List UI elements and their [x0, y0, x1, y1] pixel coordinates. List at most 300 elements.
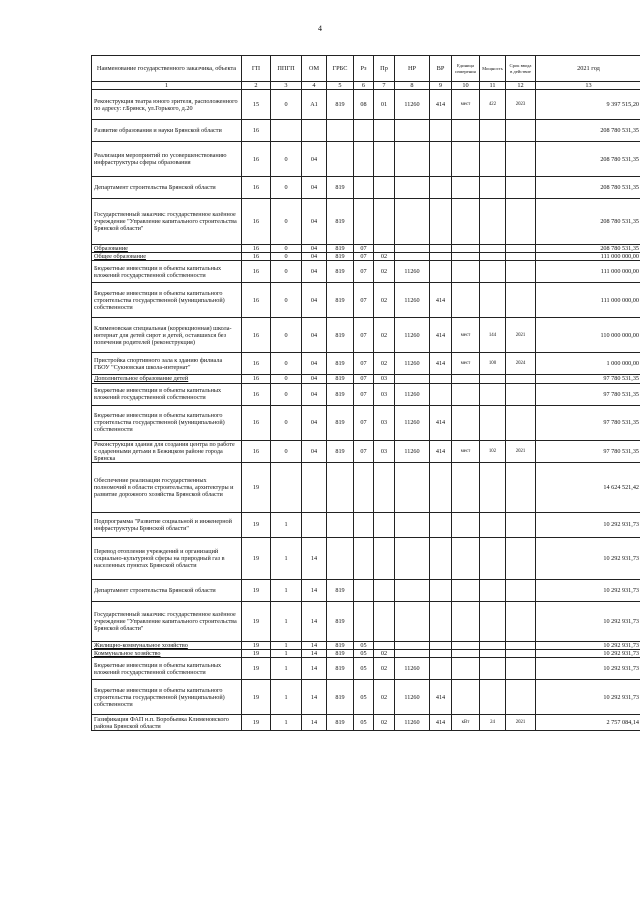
grbs-cell: 819: [327, 680, 354, 715]
gp-cell: 19: [242, 579, 271, 601]
rz-cell: [354, 579, 374, 601]
sum-cell: 208 780 531,35: [536, 245, 640, 253]
power-cell: [480, 579, 506, 601]
table-row: [92, 650, 640, 658]
vr-cell: [430, 245, 452, 253]
unit-cell: [452, 120, 480, 142]
power-cell: [480, 120, 506, 142]
header-cell: ВР: [430, 56, 452, 82]
power-cell: [480, 199, 506, 245]
ppgp-cell: 0: [271, 318, 302, 353]
unit-cell: [452, 601, 480, 641]
header-cell: ППГП: [271, 56, 302, 82]
vr-cell: [430, 537, 452, 579]
nr-cell: 11260: [395, 318, 430, 353]
pr-cell: [374, 199, 395, 245]
om-cell: 04: [302, 177, 327, 199]
om-cell: 04: [302, 199, 327, 245]
header-cell: ГП: [242, 56, 271, 82]
table-body: [92, 90, 640, 731]
vr-cell: 414: [430, 405, 452, 440]
ppgp-cell: 1: [271, 579, 302, 601]
rz-cell: [354, 601, 374, 641]
ppgp-cell: 0: [271, 177, 302, 199]
unit-cell: [452, 383, 480, 405]
vr-cell: [430, 650, 452, 658]
column-number: 9: [430, 82, 452, 90]
rz-cell: [354, 120, 374, 142]
investment-table: [91, 55, 640, 731]
om-cell: 04: [302, 440, 327, 462]
header-cell: ОМ: [302, 56, 327, 82]
ppgp-cell: 1: [271, 601, 302, 641]
gp-cell: 16: [242, 177, 271, 199]
grbs-cell: 819: [327, 318, 354, 353]
sum-cell: 97 780 531,35: [536, 383, 640, 405]
rz-cell: 07: [354, 261, 374, 283]
gp-cell: 16: [242, 120, 271, 142]
ppgp-cell: 0: [271, 440, 302, 462]
vr-cell: 414: [430, 440, 452, 462]
pr-cell: 03: [374, 375, 395, 383]
om-cell: 14: [302, 680, 327, 715]
rz-cell: 05: [354, 650, 374, 658]
table-row: [92, 261, 640, 283]
term-cell: [506, 245, 536, 253]
term-cell: [506, 405, 536, 440]
sum-cell: 208 780 531,35: [536, 142, 640, 177]
om-cell: 14: [302, 579, 327, 601]
gp-cell: 19: [242, 658, 271, 680]
nr-cell: 11260: [395, 353, 430, 375]
row-name: Клименовская специальная (коррекционная) школа-интернат для детей сирот и детей, оставшихся без попечения родителей (реконструкция): [92, 318, 242, 353]
table-row: [92, 383, 640, 405]
term-cell: [506, 579, 536, 601]
rz-cell: 07: [354, 375, 374, 383]
gp-cell: 19: [242, 715, 271, 731]
vr-cell: [430, 142, 452, 177]
grbs-cell: 819: [327, 199, 354, 245]
unit-cell: [452, 199, 480, 245]
vr-cell: 414: [430, 90, 452, 120]
term-cell: [506, 601, 536, 641]
ppgp-cell: 0: [271, 405, 302, 440]
om-cell: 04: [302, 318, 327, 353]
power-cell: 422: [480, 90, 506, 120]
power-cell: [480, 601, 506, 641]
om-cell: 04: [302, 375, 327, 383]
grbs-cell: [327, 462, 354, 512]
unit-cell: мест: [452, 353, 480, 375]
vr-cell: [430, 261, 452, 283]
rz-cell: 07: [354, 440, 374, 462]
gp-cell: 16: [242, 353, 271, 375]
rz-cell: 07: [354, 353, 374, 375]
ppgp-cell: 0: [271, 261, 302, 283]
term-cell: [506, 142, 536, 177]
term-cell: [506, 253, 536, 261]
nr-cell: 11260: [395, 440, 430, 462]
unit-cell: [452, 405, 480, 440]
power-cell: [480, 245, 506, 253]
sum-cell: 1 000 000,00: [536, 353, 640, 375]
rz-cell: 07: [354, 245, 374, 253]
nr-cell: 11260: [395, 680, 430, 715]
nr-cell: [395, 142, 430, 177]
row-name: Пристройка спортивного зала к зданию филиала ГБОУ "Сукновская школа-интернат": [92, 353, 242, 375]
row-name: Реконструкция здания для создания центра по работе с одаренными детьми в Бежицком районе города Брянска: [92, 440, 242, 462]
rz-cell: 07: [354, 283, 374, 318]
nr-cell: [395, 512, 430, 537]
unit-cell: [452, 253, 480, 261]
column-number: 1: [92, 82, 242, 90]
unit-cell: [452, 142, 480, 177]
rz-cell: [354, 177, 374, 199]
gp-cell: 16: [242, 261, 271, 283]
power-cell: [480, 462, 506, 512]
grbs-cell: 819: [327, 353, 354, 375]
pr-cell: 03: [374, 383, 395, 405]
row-name: Перевод отопления учреждений и организаций социально-культурной сферы на природный газ в населенных пунктах Брянской области: [92, 537, 242, 579]
power-cell: [480, 142, 506, 177]
sum-cell: 10 292 931,73: [536, 512, 640, 537]
header-cell: Мощность: [480, 56, 506, 82]
om-cell: 14: [302, 641, 327, 649]
om-cell: 04: [302, 353, 327, 375]
unit-cell: [452, 680, 480, 715]
grbs-cell: 819: [327, 440, 354, 462]
vr-cell: [430, 658, 452, 680]
power-cell: [480, 537, 506, 579]
term-cell: [506, 537, 536, 579]
vr-cell: 414: [430, 680, 452, 715]
term-cell: [506, 199, 536, 245]
om-cell: 04: [302, 383, 327, 405]
power-cell: [480, 680, 506, 715]
term-cell: [506, 375, 536, 383]
gp-cell: 16: [242, 383, 271, 405]
unit-cell: кВт: [452, 715, 480, 731]
column-number-row: [92, 82, 640, 90]
ppgp-cell: 0: [271, 142, 302, 177]
om-cell: [302, 462, 327, 512]
power-cell: [480, 641, 506, 649]
header-cell: Наименование государственного заказчика, объекта: [92, 56, 242, 82]
nr-cell: [395, 579, 430, 601]
column-number: 13: [536, 82, 640, 90]
nr-cell: 11260: [395, 90, 430, 120]
om-cell: 04: [302, 142, 327, 177]
term-cell: [506, 650, 536, 658]
pr-cell: [374, 512, 395, 537]
unit-cell: [452, 579, 480, 601]
grbs-cell: 819: [327, 579, 354, 601]
grbs-cell: 819: [327, 245, 354, 253]
table-row: [92, 440, 640, 462]
pr-cell: 02: [374, 680, 395, 715]
om-cell: 04: [302, 245, 327, 253]
sum-cell: 111 000 000,00: [536, 253, 640, 261]
nr-cell: [395, 650, 430, 658]
grbs-cell: 819: [327, 177, 354, 199]
vr-cell: [430, 253, 452, 261]
om-cell: [302, 120, 327, 142]
ppgp-cell: 0: [271, 90, 302, 120]
gp-cell: 16: [242, 375, 271, 383]
column-number: 7: [374, 82, 395, 90]
nr-cell: 11260: [395, 261, 430, 283]
nr-cell: 11260: [395, 383, 430, 405]
ppgp-cell: 1: [271, 658, 302, 680]
table-row: [92, 283, 640, 318]
gp-cell: 16: [242, 283, 271, 318]
power-cell: [480, 512, 506, 537]
column-number: 2: [242, 82, 271, 90]
column-number: 6: [354, 82, 374, 90]
table-row: [92, 512, 640, 537]
page-number: 4: [318, 24, 322, 33]
sum-cell: 10 292 931,73: [536, 641, 640, 649]
column-number: 3: [271, 82, 302, 90]
grbs-cell: [327, 120, 354, 142]
sum-cell: 9 397 515,20: [536, 90, 640, 120]
pr-cell: 03: [374, 440, 395, 462]
table-row: [92, 142, 640, 177]
rz-cell: 07: [354, 318, 374, 353]
table-row: [92, 462, 640, 512]
row-name: Бюджетные инвестиции в объекты капитального строительства государственной (муниципальной) собственности: [92, 680, 242, 715]
column-number: 5: [327, 82, 354, 90]
term-cell: [506, 658, 536, 680]
row-name: Обеспечение реализации государственных полномочий в области строительства, архитектуры и развитие дорожного хозяйства Брянской области: [92, 462, 242, 512]
table-row: [92, 353, 640, 375]
ppgp-cell: 1: [271, 512, 302, 537]
ppgp-cell: [271, 120, 302, 142]
header-cell: Срок ввода в действие: [506, 56, 536, 82]
term-cell: [506, 177, 536, 199]
unit-cell: [452, 462, 480, 512]
nr-cell: [395, 199, 430, 245]
sum-cell: 10 292 931,73: [536, 658, 640, 680]
rz-cell: 07: [354, 383, 374, 405]
sum-cell: 111 000 000,00: [536, 261, 640, 283]
grbs-cell: 819: [327, 90, 354, 120]
row-name: Бюджетные инвестиции в объекты капитального строительства государственной (муниципальной) собственности: [92, 283, 242, 318]
ppgp-cell: [271, 462, 302, 512]
grbs-cell: 819: [327, 253, 354, 261]
ppgp-cell: 1: [271, 641, 302, 649]
rz-cell: 05: [354, 680, 374, 715]
pr-cell: [374, 245, 395, 253]
vr-cell: 414: [430, 318, 452, 353]
column-number: 10: [452, 82, 480, 90]
column-number: 12: [506, 82, 536, 90]
nr-cell: [395, 120, 430, 142]
table-row: [92, 601, 640, 641]
power-cell: [480, 383, 506, 405]
om-cell: [302, 512, 327, 537]
power-cell: [480, 177, 506, 199]
gp-cell: 19: [242, 641, 271, 649]
sum-cell: 10 292 931,73: [536, 537, 640, 579]
gp-cell: 16: [242, 440, 271, 462]
table-row: [92, 658, 640, 680]
nr-cell: [395, 245, 430, 253]
row-name: Бюджетные инвестиции в объекты капитальных вложений государственной собственности: [92, 383, 242, 405]
rz-cell: 07: [354, 253, 374, 261]
power-cell: 102: [480, 440, 506, 462]
om-cell: 14: [302, 537, 327, 579]
term-cell: [506, 641, 536, 649]
gp-cell: 19: [242, 601, 271, 641]
sum-cell: 10 292 931,73: [536, 601, 640, 641]
term-cell: [506, 283, 536, 318]
gp-cell: 16: [242, 405, 271, 440]
ppgp-cell: 1: [271, 680, 302, 715]
unit-cell: [452, 261, 480, 283]
pr-cell: 02: [374, 658, 395, 680]
ppgp-cell: 0: [271, 383, 302, 405]
term-cell: [506, 261, 536, 283]
pr-cell: 02: [374, 650, 395, 658]
grbs-cell: 819: [327, 261, 354, 283]
vr-cell: [430, 512, 452, 537]
row-name: Бюджетные инвестиции в объекты капитальных вложений государственной собственности: [92, 658, 242, 680]
om-cell: 04: [302, 253, 327, 261]
column-number: 4: [302, 82, 327, 90]
ppgp-cell: 0: [271, 199, 302, 245]
grbs-cell: 819: [327, 375, 354, 383]
row-name: Коммунальное хозяйство: [92, 650, 242, 658]
gp-cell: 16: [242, 253, 271, 261]
header-cell: Пр: [374, 56, 395, 82]
power-cell: [480, 405, 506, 440]
term-cell: 2023: [506, 90, 536, 120]
gp-cell: 19: [242, 462, 271, 512]
nr-cell: [395, 641, 430, 649]
table-row: [92, 680, 640, 715]
nr-cell: [395, 253, 430, 261]
row-name: Дополнительное образование детей: [92, 375, 242, 383]
unit-cell: [452, 245, 480, 253]
nr-cell: [395, 462, 430, 512]
sum-cell: 14 624 521,42: [536, 462, 640, 512]
vr-cell: [430, 383, 452, 405]
gp-cell: 16: [242, 245, 271, 253]
pr-cell: 03: [374, 405, 395, 440]
pr-cell: [374, 579, 395, 601]
unit-cell: [452, 658, 480, 680]
sum-cell: 10 292 931,73: [536, 680, 640, 715]
grbs-cell: 819: [327, 715, 354, 731]
term-cell: [506, 462, 536, 512]
om-cell: 14: [302, 650, 327, 658]
power-cell: 100: [480, 353, 506, 375]
term-cell: [506, 383, 536, 405]
gp-cell: 15: [242, 90, 271, 120]
term-cell: [506, 680, 536, 715]
nr-cell: 11260: [395, 283, 430, 318]
vr-cell: [430, 177, 452, 199]
row-name: Подпрограмма "Развитие социальной и инженерной инфраструктуры Брянской области": [92, 512, 242, 537]
ppgp-cell: 1: [271, 650, 302, 658]
nr-cell: [395, 375, 430, 383]
ppgp-cell: 1: [271, 715, 302, 731]
nr-cell: 11260: [395, 658, 430, 680]
vr-cell: [430, 579, 452, 601]
table-row: [92, 199, 640, 245]
nr-cell: 11260: [395, 405, 430, 440]
pr-cell: [374, 641, 395, 649]
gp-cell: 16: [242, 199, 271, 245]
sum-cell: 208 780 531,35: [536, 120, 640, 142]
rz-cell: [354, 462, 374, 512]
ppgp-cell: 0: [271, 283, 302, 318]
unit-cell: [452, 512, 480, 537]
sum-cell: 97 780 531,35: [536, 440, 640, 462]
nr-cell: 11260: [395, 715, 430, 731]
table-row: [92, 715, 640, 731]
sum-cell: 10 292 931,73: [536, 579, 640, 601]
unit-cell: мест: [452, 440, 480, 462]
header-row: [92, 56, 640, 82]
nr-cell: [395, 601, 430, 641]
header-cell: Рз: [354, 56, 374, 82]
rz-cell: [354, 537, 374, 579]
row-name: Общее образование: [92, 253, 242, 261]
vr-cell: [430, 601, 452, 641]
om-cell: 14: [302, 658, 327, 680]
vr-cell: [430, 199, 452, 245]
row-name: Бюджетные инвестиции в объекты капитальных вложений государственной собственности: [92, 261, 242, 283]
grbs-cell: [327, 142, 354, 177]
sum-cell: 110 000 000,00: [536, 318, 640, 353]
unit-cell: [452, 650, 480, 658]
grbs-cell: 819: [327, 405, 354, 440]
grbs-cell: [327, 537, 354, 579]
vr-cell: [430, 375, 452, 383]
unit-cell: [452, 641, 480, 649]
rz-cell: 05: [354, 658, 374, 680]
ppgp-cell: 0: [271, 245, 302, 253]
row-name: Государственный заказчик: государственное казённое учреждение "Управление капитального строительства Брянской области": [92, 199, 242, 245]
pr-cell: 02: [374, 353, 395, 375]
vr-cell: 414: [430, 715, 452, 731]
rz-cell: [354, 199, 374, 245]
ppgp-cell: 0: [271, 375, 302, 383]
om-cell: 14: [302, 601, 327, 641]
pr-cell: [374, 601, 395, 641]
row-name: Жилищно-коммунальное хозяйство: [92, 641, 242, 649]
unit-cell: [452, 375, 480, 383]
rz-cell: [354, 142, 374, 177]
power-cell: [480, 283, 506, 318]
pr-cell: 02: [374, 283, 395, 318]
unit-cell: мест: [452, 90, 480, 120]
header-cell: ГРБС: [327, 56, 354, 82]
power-cell: [480, 375, 506, 383]
om-cell: 14: [302, 715, 327, 731]
nr-cell: [395, 177, 430, 199]
power-cell: 24: [480, 715, 506, 731]
table-row: [92, 405, 640, 440]
vr-cell: [430, 462, 452, 512]
row-name: Развитие образования и науки Брянской области: [92, 120, 242, 142]
grbs-cell: 819: [327, 641, 354, 649]
ppgp-cell: 0: [271, 253, 302, 261]
power-cell: 144: [480, 318, 506, 353]
term-cell: 2024: [506, 353, 536, 375]
